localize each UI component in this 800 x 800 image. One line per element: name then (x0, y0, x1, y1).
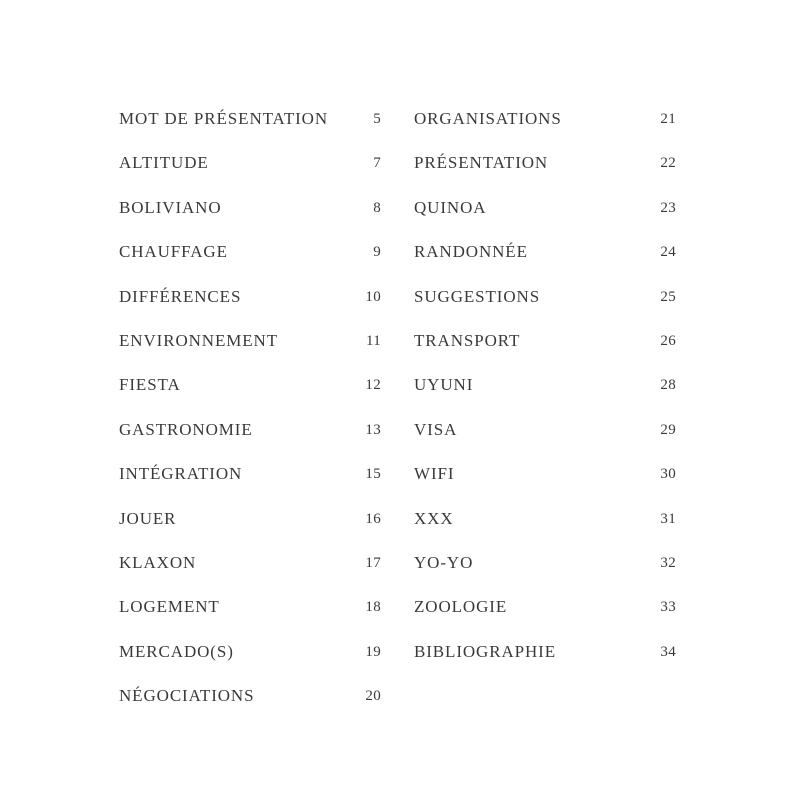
toc-entry-page-number: 20 (365, 688, 381, 705)
toc-entry-title: MERCADO(S) (119, 641, 234, 661)
toc-entry-title: CHAUFFAGE (119, 242, 228, 262)
toc-entry-title: FIESTA (119, 375, 181, 395)
toc-entry[interactable] (119, 370, 381, 414)
toc-entry-page-number: 34 (660, 643, 676, 660)
toc-entry-title: LOGEMENT (119, 597, 220, 617)
toc-entry[interactable] (414, 326, 676, 370)
toc-entry-title: ALTITUDE (119, 153, 209, 173)
toc-entry-page-number: 22 (660, 155, 676, 172)
toc-entry-title: INTÉGRATION (119, 464, 243, 484)
toc-entry-page-number: 15 (365, 466, 381, 483)
toc-entry-title: UYUNI (414, 375, 474, 395)
toc-entry-page-number: 30 (660, 466, 676, 483)
toc-entry[interactable] (119, 681, 381, 725)
toc-entry[interactable] (119, 193, 381, 237)
toc-entry[interactable] (119, 282, 381, 326)
toc-entry[interactable] (119, 548, 381, 592)
toc-entry-title: GASTRONOMIE (119, 419, 253, 439)
toc-entry-page-number: 31 (660, 510, 676, 527)
toc-entry-title: XXX (414, 508, 454, 528)
toc-entry-title: ENVIRONNEMENT (119, 330, 279, 350)
toc-entry[interactable] (414, 504, 676, 548)
toc-entry-title: MOT DE PRÉSENTATION (119, 109, 329, 128)
toc-entry-page-number: 33 (660, 599, 676, 616)
toc-entry[interactable] (119, 326, 381, 370)
toc-entry[interactable] (414, 370, 676, 414)
toc-entry-title: KLAXON (119, 552, 197, 572)
toc-entry-page-number: 32 (660, 554, 676, 571)
toc-entry-page-number: 13 (365, 421, 381, 438)
toc-left-column (119, 104, 381, 725)
toc-entry[interactable] (414, 148, 676, 192)
toc-entry[interactable] (119, 104, 381, 148)
toc-entry-title: BIBLIOGRAPHIE (414, 641, 557, 661)
toc-entry-page-number: 26 (660, 332, 676, 349)
toc-entry-page-number: 24 (660, 244, 676, 261)
toc-entry-title: ZOOLOGIE (414, 597, 508, 617)
toc-entry-title: DIFFÉRENCES (119, 286, 242, 306)
toc-entry[interactable] (119, 148, 381, 192)
toc-entry[interactable] (119, 637, 381, 681)
toc-entry-title: TRANSPORT (414, 330, 521, 350)
toc-entry[interactable] (414, 237, 676, 281)
toc-entry-page-number: 29 (660, 421, 676, 438)
toc-entry[interactable] (119, 459, 381, 503)
toc-entry-title: YO-YO (414, 552, 474, 572)
toc-entry[interactable] (414, 104, 676, 148)
toc-entry[interactable] (414, 193, 676, 237)
toc-entry[interactable] (119, 415, 381, 459)
toc-entry-page-number: 11 (365, 332, 381, 349)
toc-entry-title: PRÉSENTATION (414, 153, 549, 173)
toc-entry-page-number: 23 (660, 199, 676, 216)
toc-entry-title: JOUER (119, 508, 177, 528)
toc-entry-title: WIFI (414, 464, 455, 484)
toc-entry-page-number: 16 (365, 510, 381, 527)
toc-entry-page-number: 8 (373, 199, 381, 216)
toc-entry-title: ORGANISATIONS (414, 109, 562, 128)
toc-entry[interactable] (119, 504, 381, 548)
toc-entry-title: VISA (414, 419, 458, 439)
table-of-contents (0, 104, 800, 724)
toc-entry-page-number: 25 (660, 288, 676, 305)
toc-entry-page-number: 7 (373, 155, 381, 172)
toc-entry-title: SUGGESTIONS (414, 286, 541, 306)
toc-entry[interactable] (119, 237, 381, 281)
toc-entry-page-number: 12 (365, 377, 381, 394)
toc-entry-title: RANDONNÉE (414, 242, 528, 262)
toc-entry[interactable] (414, 592, 676, 636)
toc-entry-page-number: 21 (660, 111, 676, 127)
toc-entry-title: BOLIVIANO (119, 197, 222, 217)
toc-entry-page-number: 28 (660, 377, 676, 394)
toc-entry-page-number: 19 (365, 643, 381, 660)
toc-entry-page-number: 18 (365, 599, 381, 616)
toc-entry-title: NÉGOCIATIONS (119, 686, 255, 706)
toc-right-column (414, 104, 676, 681)
toc-entry-page-number: 10 (365, 288, 381, 305)
toc-entry[interactable] (414, 548, 676, 592)
toc-entry[interactable] (414, 415, 676, 459)
toc-entry[interactable] (414, 282, 676, 326)
toc-entry[interactable] (414, 637, 676, 681)
toc-entry[interactable] (414, 459, 676, 503)
toc-entry-title: QUINOA (414, 197, 487, 217)
toc-entry[interactable] (119, 592, 381, 636)
toc-entry-page-number: 5 (373, 111, 381, 127)
toc-entry-page-number: 9 (373, 244, 381, 261)
toc-entry-page-number: 17 (365, 554, 381, 571)
